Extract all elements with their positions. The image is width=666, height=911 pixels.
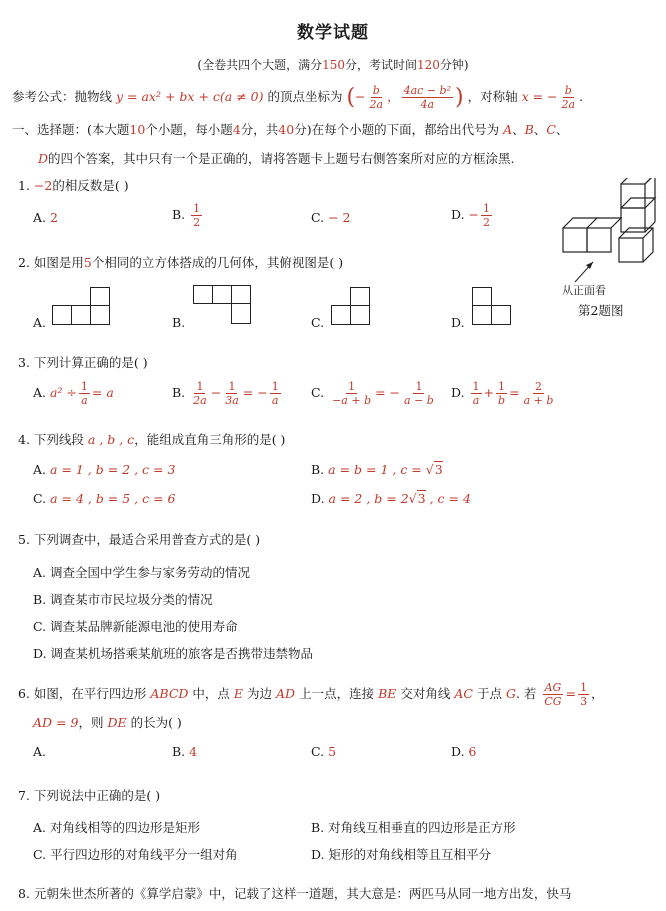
q1-stem: 1. −2的相反数是( ) bbox=[18, 178, 129, 193]
q3-option-b: B. $\frac{1}{2a}$ − $\frac{1}{3a}$ = − $\frac{1}{a}$ bbox=[172, 380, 279, 407]
q2-option-d-shape bbox=[472, 287, 516, 327]
q2-figure-caption: 第2题图 bbox=[578, 303, 624, 318]
q5-option-a: A. 调查全国中学生参与家务劳动的情况 bbox=[33, 565, 250, 580]
q2-option-a: A. bbox=[33, 315, 47, 330]
q1-option-d: D. − $\frac{1}{2}$ bbox=[451, 202, 491, 229]
reference-formula: 参考公式：抛物线 y = ax² + bx + c(a ≠ 0) 的顶点坐标为 (− $\frac{b}{2a}$ ， $\frac{\text{4ac − b²}}{4a}$ ) ，对称轴 x = − $\frac{b}{2a}$ . bbox=[12, 84, 584, 111]
q2-stem: 2. 如图是用5个相同的立方体搭成的几何体，其俯视图是( ) bbox=[18, 255, 344, 270]
section-header-line2: D的四个答案，其中只有一个是正确的，请将答题卡上题号右侧答案所对应的方框涂黑. bbox=[38, 151, 515, 166]
q5-option-b: B. 调查某市市民垃圾分类的情况 bbox=[33, 592, 213, 607]
q5-option-d: D. 调查某机场搭乘某航班的旅客是否携带违禁物品 bbox=[33, 646, 314, 661]
q2-option-b: B. bbox=[172, 315, 186, 330]
q5-stem: 5. 下列调查中，最适合采用普查方式的是( ) bbox=[18, 532, 261, 547]
q4-option-d: D. a = 2 , b = 2√3 , c = 4 bbox=[311, 491, 471, 506]
q8-stem: 8. 元朝朱世杰所著的《算学启蒙》中，记载了这样一道题，其大意是：两匹马从同一地方出发，快马 bbox=[18, 886, 572, 901]
q7-option-d: D. 矩形的对角线相等且互相平分 bbox=[311, 847, 492, 862]
q2-option-a-shape bbox=[52, 287, 112, 327]
q6-option-b: B. 4 bbox=[172, 744, 198, 759]
q7-option-b: B. 对角线互相垂直的四边形是正方形 bbox=[311, 820, 516, 835]
q4-option-b: B. a = b = 1 , c = √3 bbox=[311, 462, 443, 477]
q2-option-c-shape bbox=[331, 287, 375, 327]
q3-option-c: C. $\frac{1}{-a + b}$ = − $\frac{1}{a - b}$ bbox=[311, 380, 434, 407]
q6-stem-line2: AD = 9，则 DE 的长为( ) bbox=[33, 715, 182, 730]
q1-option-a: A. 2 bbox=[33, 210, 58, 225]
q1-option-b: B. $\frac{1}{2}$ bbox=[172, 202, 201, 229]
q4-stem: 4. 下列线段 a , b , c，能组成直角三角形的是( ) bbox=[18, 432, 286, 447]
q3-stem: 3. 下列计算正确的是( ) bbox=[18, 355, 148, 370]
q4-option-c: C. a = 4 , b = 5 , c = 6 bbox=[33, 491, 176, 506]
q6-option-c: C. 5 bbox=[311, 744, 337, 759]
exam-info: (全卷共四个大题，满分150分，考试时间120分钟) bbox=[197, 58, 469, 72]
q7-option-a: A. 对角线相等的四边形是矩形 bbox=[33, 820, 200, 835]
q2-view-direction-label: 从正面看 bbox=[562, 284, 606, 297]
q6-option-a: A. bbox=[33, 744, 47, 759]
q7-option-c: C. 平行四边形的对角线平分一组对角 bbox=[33, 847, 238, 862]
q6-stem: 6. 如图，在平行四边形 ABCD 中，点 E 为边 AD 上一点，连接 BE 交对角线 AC 于点 G. 若 $\frac{AG}{CG}$ = $\frac{1}{3}$ ， bbox=[18, 681, 604, 708]
section-header: 一、选择题：(本大题10个小题，每小题4分，共40分)在每个小题的下面，都给出代号为 A、B、C、 bbox=[12, 122, 569, 137]
page-title: 数学试题 bbox=[297, 23, 369, 43]
q7-stem: 7. 下列说法中正确的是( ) bbox=[18, 788, 161, 803]
q2-option-b-shape bbox=[193, 285, 253, 327]
q5-option-c: C. 调查某品牌新能源电池的使用寿命 bbox=[33, 619, 238, 634]
q1-option-c: C. − 2 bbox=[311, 210, 351, 225]
q2-option-d: D. bbox=[451, 315, 465, 330]
q4-option-a: A. a = 1 , b = 2 , c = 3 bbox=[33, 462, 176, 477]
q3-option-d: D. $\frac{1}{a}$ + $\frac{1}{b}$ = $\frac{2}{a + b}$ bbox=[451, 380, 554, 407]
q2-option-c: C. bbox=[311, 315, 325, 330]
q3-option-a: A. a² ÷ $\frac{1}{a}$ = a bbox=[33, 380, 114, 407]
q6-option-d: D. 6 bbox=[451, 744, 477, 759]
